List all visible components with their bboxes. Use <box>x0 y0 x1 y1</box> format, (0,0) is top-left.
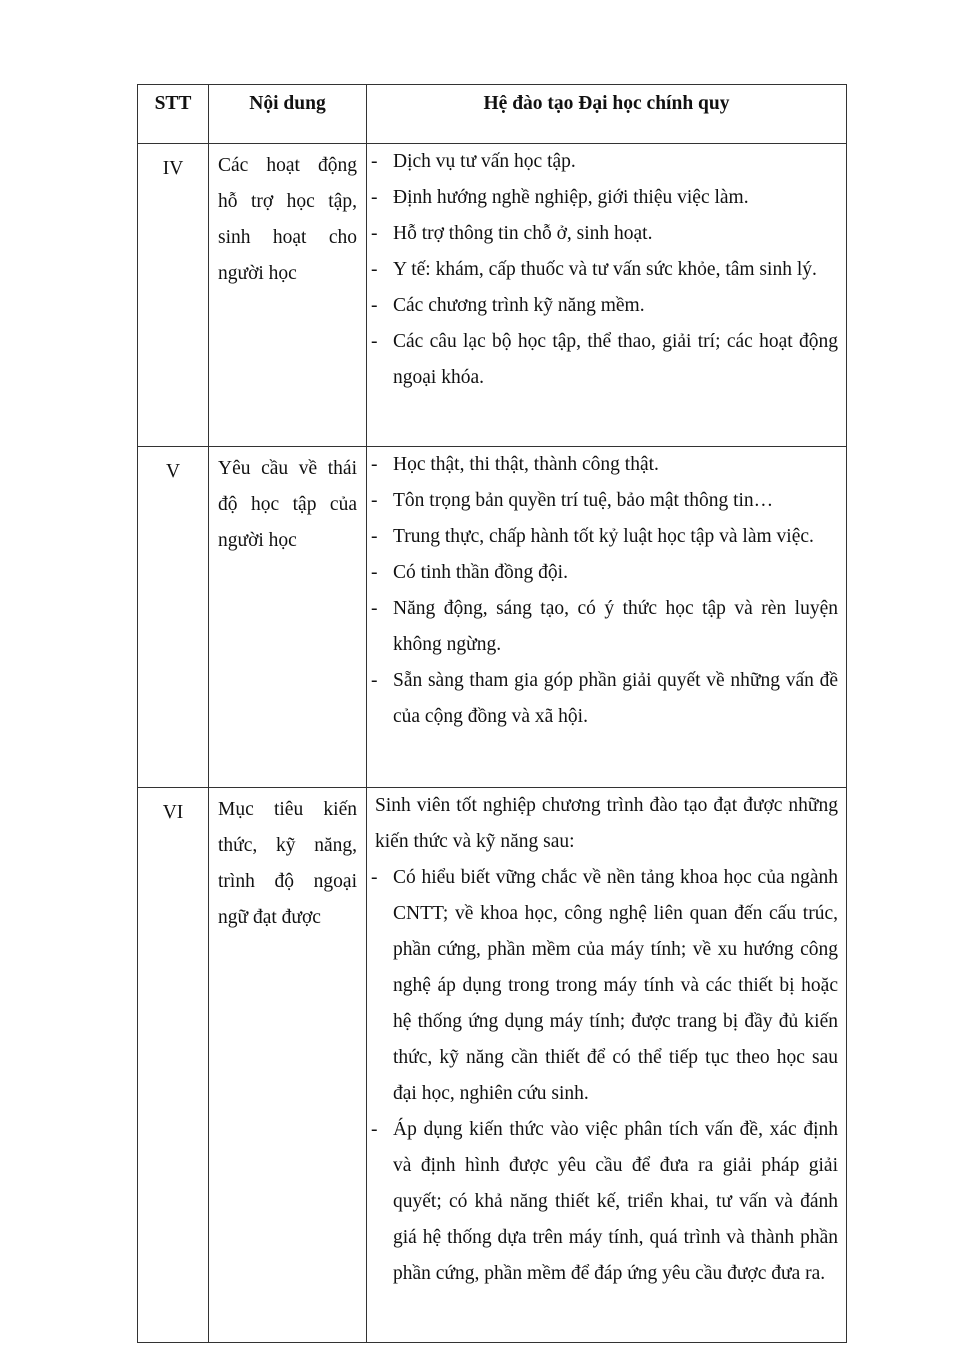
bullet-item <box>371 591 838 663</box>
dash-bullet: - <box>371 187 378 208</box>
content-line: hỗ trợ học tập, <box>218 191 357 212</box>
bullet-text: Y tế: khám, cấp thuốc và tư vấn sức khỏe, tâm sinh lý. <box>393 259 817 280</box>
content-line: sinh hoạt cho <box>218 227 357 248</box>
dash-bullet: - <box>371 331 378 352</box>
table-row <box>138 447 847 788</box>
bullet-text: Trung thực, chấp hành tốt kỷ luật học tập và làm việc. <box>393 526 814 547</box>
bullet-text: Có tinh thần đồng đội. <box>393 562 568 583</box>
content-line: người học <box>218 263 297 284</box>
bullet-text: Tôn trọng bản quyền trí tuệ, bảo mật thông tin… <box>393 490 774 511</box>
bullet-item <box>371 483 838 519</box>
dash-bullet: - <box>371 454 378 475</box>
header-program: Hệ đào tạo Đại học chính quy <box>367 85 847 144</box>
bullet-item <box>371 324 838 396</box>
bullet-text: Năng động, sáng tạo, có ý thức học tập và rèn luyện không ngừng. <box>393 598 838 655</box>
bullet-item <box>371 860 838 1112</box>
dash-bullet: - <box>371 1119 378 1140</box>
bullet-text: Các chương trình kỹ năng mềm. <box>393 295 645 316</box>
bullet-item <box>371 144 838 180</box>
dash-bullet: - <box>371 259 378 280</box>
content-line: trình độ ngoại <box>218 871 357 892</box>
row-items <box>367 788 847 1343</box>
row-stt: VI <box>138 788 209 1343</box>
content-line: người học <box>218 530 297 551</box>
bullet-text: Có hiểu biết vững chắc về nền tảng khoa học của ngành CNTT; về khoa học, công nghệ liên quan đến cấu trúc, phần cứng, phần mềm của máy tính; về xu hướng công nghệ áp dụng trong trong máy tính và các thiết bị hoặc hệ thống ứng dụng máy tính; được trang bị đầy đủ kiến thức, kỹ năng cần thiết để có thể tiếp tục theo học sau đại học, nghiên cứu sinh. <box>393 867 838 1104</box>
bullet-item <box>371 447 838 483</box>
bullet-item <box>371 555 838 591</box>
bullet-text: Dịch vụ tư vấn học tập. <box>393 151 576 172</box>
bullet-text: Sẵn sàng tham gia góp phần giải quyết về những vấn đề của cộng đồng và xã hội. <box>393 670 838 727</box>
header-stt: STT <box>138 85 209 144</box>
dash-bullet: - <box>371 670 378 691</box>
content-line: Các hoạt động <box>218 155 357 176</box>
bullet-item <box>371 288 838 324</box>
row-content <box>209 144 367 447</box>
bullet-text: Định hướng nghề nghiệp, giới thiệu việc làm. <box>393 187 749 208</box>
table-row <box>138 144 847 447</box>
row-stt: V <box>138 447 209 788</box>
bullet-item <box>371 519 838 555</box>
bullet-text: Các câu lạc bộ học tập, thể thao, giải trí; các hoạt động ngoại khóa. <box>393 331 838 388</box>
row-items <box>367 144 847 447</box>
bullet-text: Học thật, thi thật, thành công thật. <box>393 454 659 475</box>
dash-bullet: - <box>371 526 378 547</box>
bullet-item <box>371 180 838 216</box>
row-stt: IV <box>138 144 209 447</box>
dash-bullet: - <box>371 223 378 244</box>
header-content: Nội dung <box>209 85 367 144</box>
header-row <box>138 85 847 144</box>
dash-bullet: - <box>371 562 378 583</box>
dash-bullet: - <box>371 867 378 888</box>
content-line: Yêu cầu về thái <box>218 458 357 479</box>
bullet-item <box>371 252 838 288</box>
bullet-item <box>371 1112 838 1292</box>
dash-bullet: - <box>371 151 378 172</box>
bullet-text: Hỗ trợ thông tin chỗ ở, sinh hoạt. <box>393 223 653 244</box>
table-row <box>138 788 847 1343</box>
bullet-item <box>371 216 838 252</box>
content-line: Mục tiêu kiến <box>218 799 357 820</box>
program-table <box>137 84 847 1343</box>
bullet-text: Áp dụng kiến thức vào việc phân tích vấn đề, xác định và định hình được yêu cầu để đưa ra giải pháp giải quyết; có khả năng thiết kế, triển khai, tư vấn và đánh giá hệ thống dựa trên máy tính, quá trình và thành phần phần cứng, phần mềm để đáp ứng yêu cầu được đưa ra. <box>393 1119 838 1284</box>
content-line: độ học tập của <box>218 494 357 515</box>
row-intro-text: Sinh viên tốt nghiệp chương trình đào tạo đạt được những kiến thức và kỹ năng sau: <box>375 795 838 852</box>
content-line: thức, kỹ năng, <box>218 835 357 856</box>
row-items <box>367 447 847 788</box>
row-content <box>209 788 367 1343</box>
content-line: ngữ đạt được <box>218 907 321 928</box>
row-content <box>209 447 367 788</box>
dash-bullet: - <box>371 490 378 511</box>
dash-bullet: - <box>371 598 378 619</box>
dash-bullet: - <box>371 295 378 316</box>
bullet-item <box>371 663 838 735</box>
